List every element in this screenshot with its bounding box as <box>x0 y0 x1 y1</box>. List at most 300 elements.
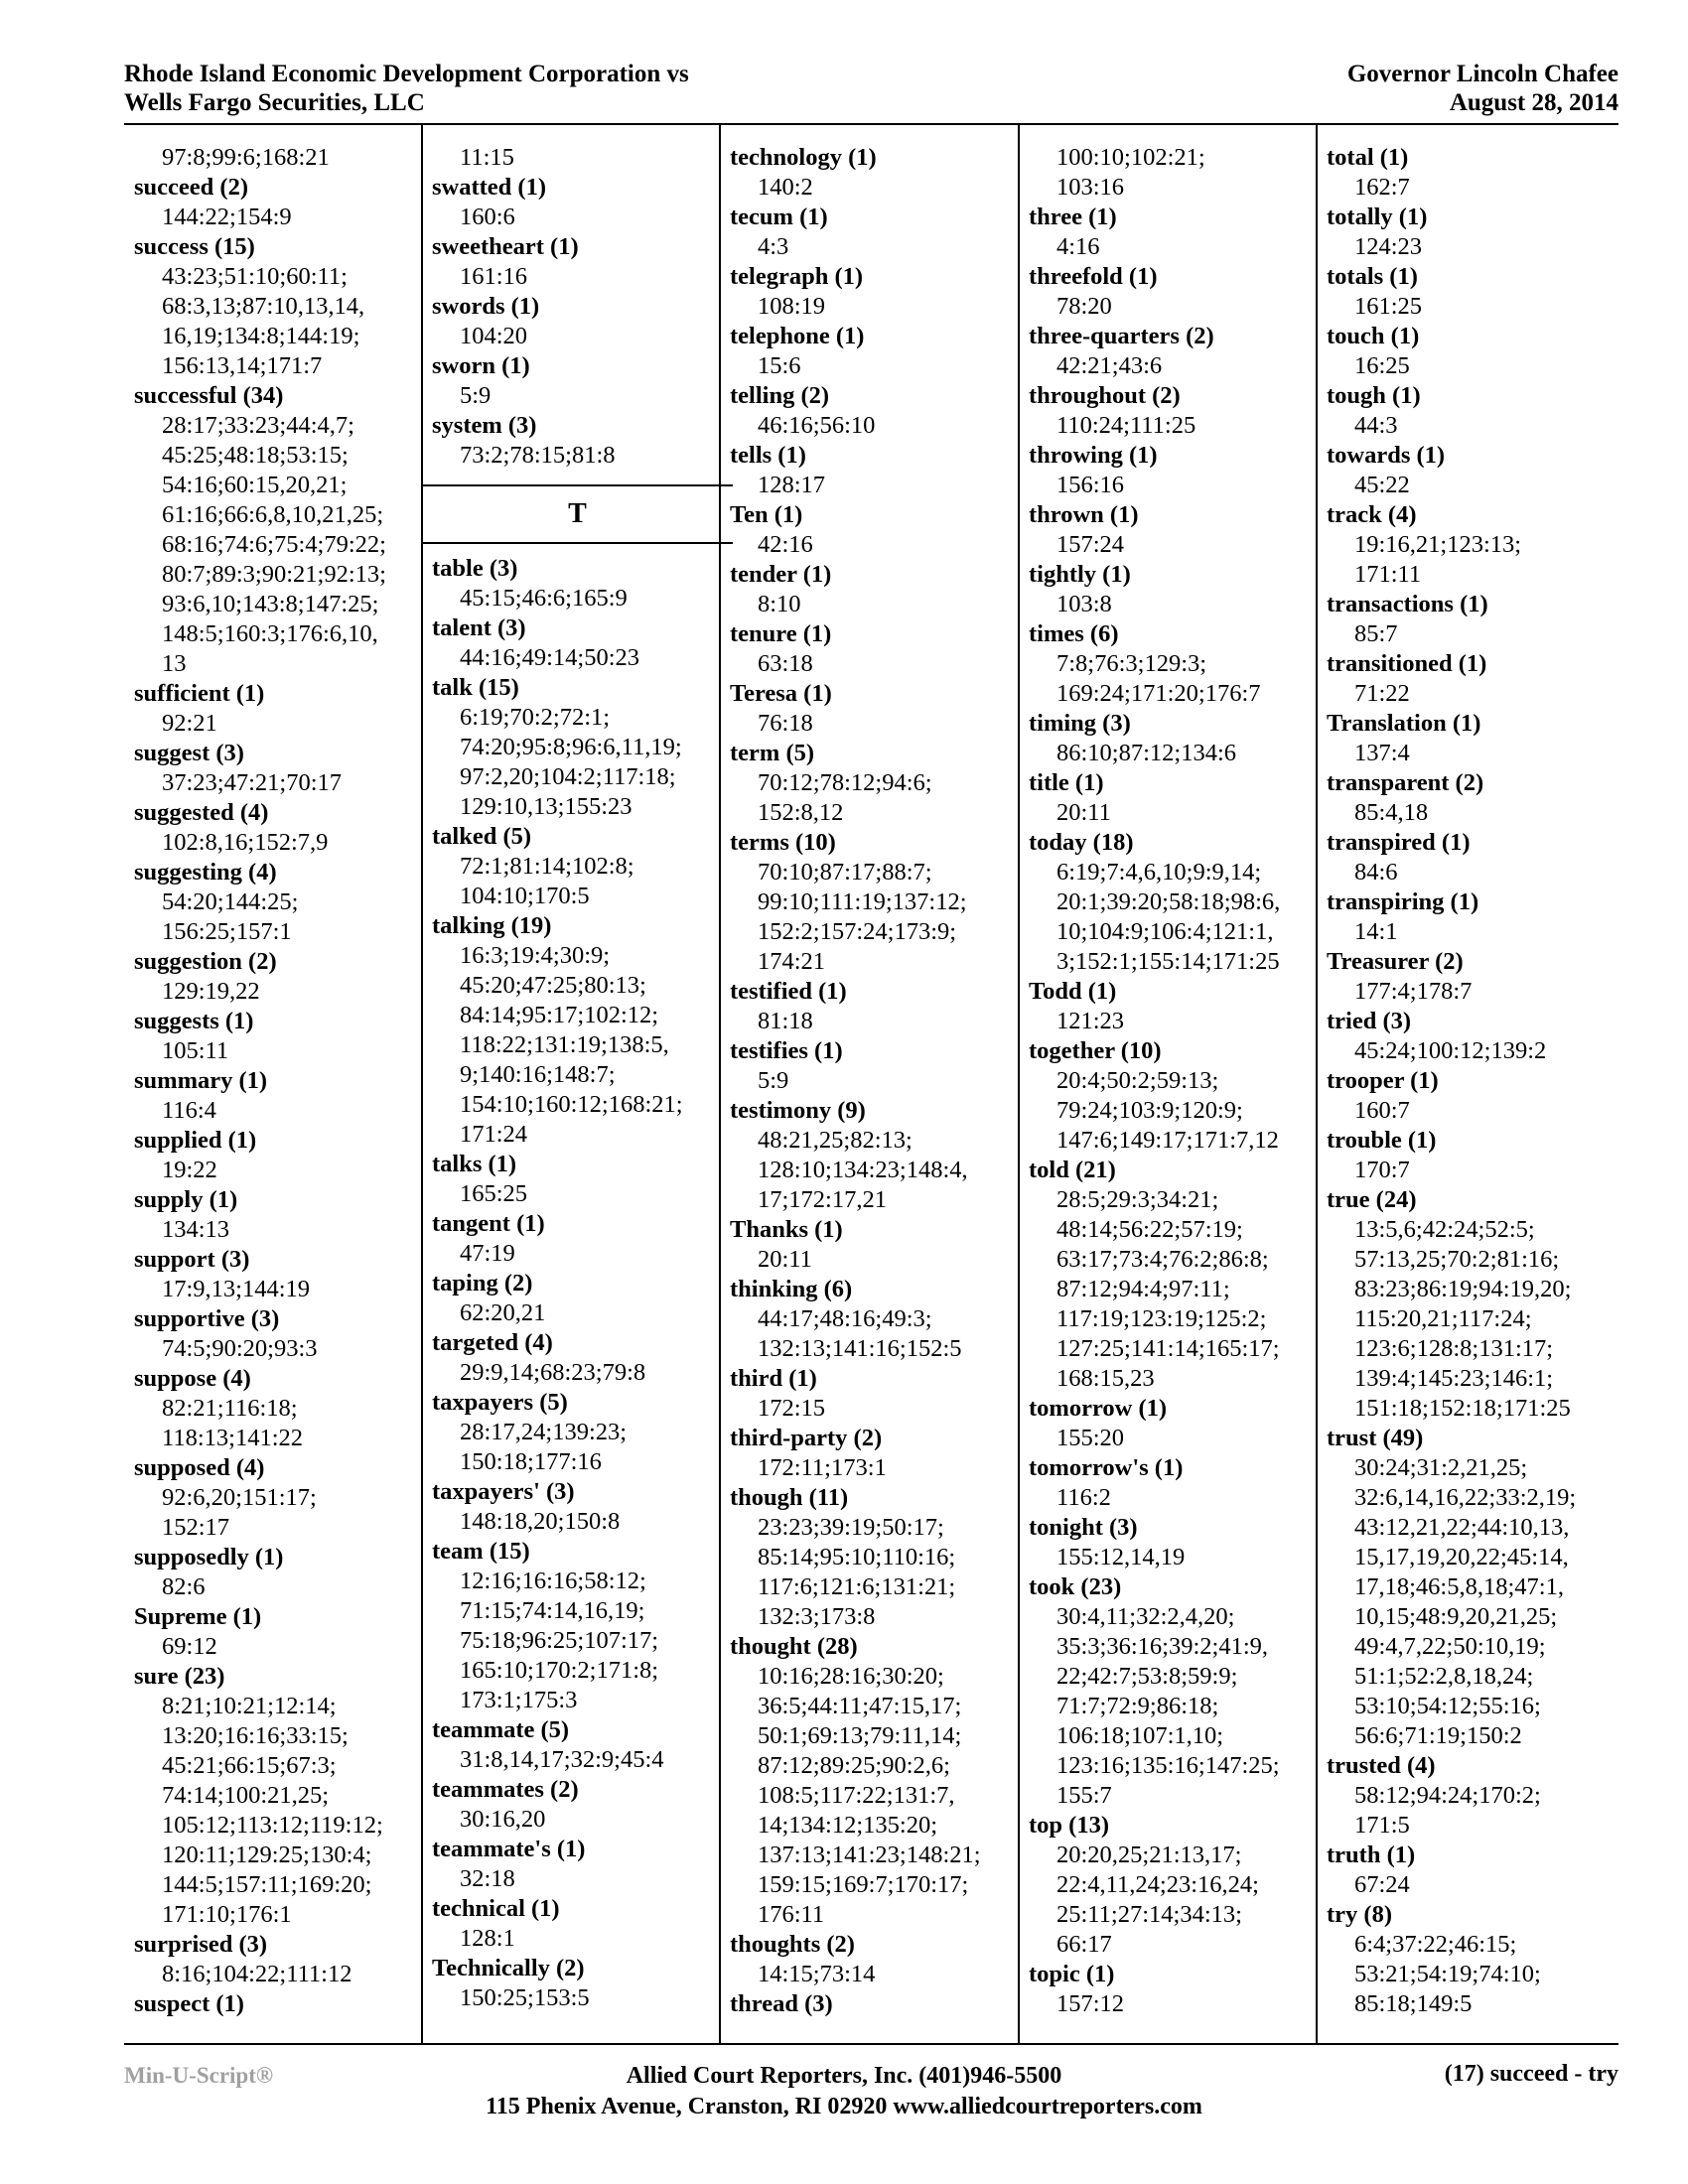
section-letter-heading: T <box>422 484 733 544</box>
page-line-references: 54:20;144:25; 156:25;157:1 <box>162 888 299 945</box>
header-rule <box>124 123 1618 125</box>
page-line-references: 162:7 <box>1354 174 1410 201</box>
index-term: Thanks (1) <box>730 1216 843 1243</box>
page-line-references: 104:20 <box>460 323 528 349</box>
index-term: taping (2) <box>432 1270 533 1297</box>
index-term: succeed (2) <box>134 174 248 201</box>
index-term: touch (1) <box>1327 323 1420 349</box>
index-entry <box>730 977 1013 1036</box>
index-term: summary (1) <box>134 1067 268 1094</box>
index-entry <box>1327 887 1615 947</box>
index-term: tenure (1) <box>730 620 832 647</box>
page-line-references: 85:4,18 <box>1354 799 1429 826</box>
page-line-references: 8:10 <box>758 591 801 617</box>
index-term: sufficient (1) <box>134 680 265 707</box>
page-line-references: 45:24;100:12;139:2 <box>1354 1037 1547 1064</box>
page-line-references: 170:7 <box>1354 1157 1410 1183</box>
index-entry <box>432 173 715 232</box>
page-line-references: 15:6 <box>758 352 801 379</box>
case-title-line2: Wells Fargo Securities, LLC <box>124 89 425 116</box>
continued-references: 100:10;102:21; 103:16 <box>1056 144 1205 201</box>
page-line-references: 71:22 <box>1354 680 1410 707</box>
index-entry <box>432 232 715 292</box>
page-line-references: 84:6 <box>1354 859 1398 886</box>
page-line-references: 70:12;78:12;94:6; 152:8,12 <box>758 769 932 826</box>
case-title <box>124 60 689 117</box>
index-entry <box>730 1930 1013 1989</box>
index-term: supposed (4) <box>134 1454 265 1481</box>
index-entry <box>1327 1185 1615 1424</box>
page-line-references: 85:7 <box>1354 620 1398 647</box>
page-line-references: 121:23 <box>1056 1008 1125 1034</box>
page-line-references: 7:8;76:3;129:3; 169:24;171:20;176:7 <box>1056 650 1261 707</box>
index-entry <box>432 554 715 614</box>
index-entry <box>134 1185 417 1245</box>
page-line-references: 28:17;33:23;44:4,7; 45:25;48:18;53:15; 54:16;60:15,20,21; 61:16;66:6,8,10,21,25; 68:16;74:6;75:4;79:22; 80:7;89:3;90:21;92:13; 93:6,10;143:8;147:25; 148:5;160:3;176:6,10, 13 <box>162 412 386 677</box>
index-entry <box>1029 1513 1312 1572</box>
index-term: technical (1) <box>432 1895 560 1922</box>
index-entry <box>134 232 417 381</box>
page-line-references: 8:16;104:22;111:12 <box>162 1961 352 1987</box>
page-line-references: 128:17 <box>758 472 826 498</box>
index-term: telling (2) <box>730 382 830 409</box>
case-title-line1: Rhode Island Economic Development Corporation vs <box>124 61 689 87</box>
page-line-references: 161:16 <box>460 263 528 290</box>
index-term: talent (3) <box>432 614 526 641</box>
index-column-5 <box>1327 143 1615 2019</box>
index-entry <box>134 858 417 947</box>
index-entry <box>1327 1126 1615 1185</box>
page-line-references: 161:25 <box>1354 293 1423 320</box>
index-column-3 <box>730 143 1013 2019</box>
page-line-references: 160:7 <box>1354 1097 1410 1124</box>
page-line-references: 4:3 <box>758 233 789 260</box>
index-term: transactions (1) <box>1327 591 1488 617</box>
index-entry <box>432 1388 715 1477</box>
index-term: tomorrow (1) <box>1029 1395 1168 1422</box>
index-entry <box>134 1602 417 1662</box>
index-entry <box>1029 262 1312 322</box>
index-term: suggested (4) <box>134 799 269 826</box>
page-line-references: 28:17,24;139:23; 150:18;177:16 <box>460 1419 628 1475</box>
index-entry <box>730 679 1013 739</box>
page-line-references: 102:8,16;152:7,9 <box>162 829 329 856</box>
page-line-references: 29:9,14;68:23;79:8 <box>460 1359 646 1386</box>
index-term: supply (1) <box>134 1186 238 1213</box>
index-column-1 <box>134 143 417 2019</box>
index-term: terms (10) <box>730 829 836 856</box>
index-term: totals (1) <box>1327 263 1418 290</box>
page-line-references: 8:21;10:21;12:14; 13:20;16:16;33:15; 45:21;66:15;67:3; 74:14;100:21,25; 105:12;113:12;119:12; 120:11;129:25;130:4; 144:5;157:11;169:20; 171:10;176:1 <box>162 1693 383 1928</box>
index-term: team (15) <box>432 1538 530 1565</box>
index-entry <box>432 1775 715 1835</box>
index-term: taxpayers (5) <box>432 1389 568 1416</box>
index-term: thread (3) <box>730 1990 833 2017</box>
index-entry <box>432 1715 715 1775</box>
index-term: talking (19) <box>432 912 552 939</box>
index-term: third (1) <box>730 1365 817 1392</box>
page-line-references: 47:19 <box>460 1240 515 1267</box>
deposition-date: August 28, 2014 <box>1449 89 1618 116</box>
index-term: suggesting (4) <box>134 859 277 886</box>
page-line-references: 128:1 <box>460 1925 515 1952</box>
index-term: three-quarters (2) <box>1029 323 1214 349</box>
index-entry <box>432 614 715 673</box>
index-entry <box>134 739 417 798</box>
index-term: teammates (2) <box>432 1776 579 1803</box>
index-term: towards (1) <box>1327 442 1446 469</box>
index-entry <box>730 560 1013 619</box>
page-line-references: 157:12 <box>1056 1990 1125 2017</box>
page-line-references: 155:20 <box>1056 1425 1125 1451</box>
page-line-references: 150:25;153:5 <box>460 1984 590 2011</box>
software-brand: Min-U-Script® <box>124 2063 274 2088</box>
index-term: thought (28) <box>730 1633 858 1660</box>
page-line-references: 78:20 <box>1056 293 1112 320</box>
index-entry <box>134 1989 417 2019</box>
index-term: times (6) <box>1029 620 1119 647</box>
index-term: support (3) <box>134 1246 250 1273</box>
page-line-references: 69:12 <box>162 1633 217 1660</box>
page-line-references: 30:24;31:2,21,25; 32:6,14,16,22;33:2,19; 43:12,21,22;44:10,13, 15,17,19,20,22;45:14, 17,18;46:5,8,18;47:1, 10,15;48:9,20,21,25; 49:4,7,22;50:10,19; 51:1;52:2,8,18,24; 53:10;54:12;55:16; 56:6;71:19;150:2 <box>1354 1454 1577 1749</box>
page-line-references: 17:9,13;144:19 <box>162 1276 311 1302</box>
index-term: today (18) <box>1029 829 1134 856</box>
deponent-name: Governor Lincoln Chafee <box>1346 61 1618 87</box>
index-term: Treasurer (2) <box>1327 948 1464 975</box>
index-column-2 <box>432 143 715 2013</box>
index-column-4 <box>1029 143 1312 2019</box>
page-line-references: 16:3;19:4;30:9; 45:20;47:25;80:13; 84:14;95:17;102:12; 118:22;131:19;138:5, 9;140:16;148:7; 154:10;160:12;168:21; 171:24 <box>460 942 683 1148</box>
index-entry <box>730 1483 1013 1632</box>
index-term: technology (1) <box>730 144 877 171</box>
index-entry <box>134 1245 417 1304</box>
index-entry <box>134 1453 417 1543</box>
index-term: taxpayers' (3) <box>432 1478 575 1505</box>
index-entry <box>730 1215 1013 1275</box>
index-term: took (23) <box>1029 1573 1122 1600</box>
page-line-references: 116:4 <box>162 1097 216 1124</box>
index-entry <box>432 351 715 411</box>
index-term: trouble (1) <box>1327 1127 1437 1154</box>
page-line-references: 124:23 <box>1354 233 1423 260</box>
index-term: total (1) <box>1327 144 1409 171</box>
page-line-references: 20:20,25;21:13,17; 22:4,11,24;23:16,24; 25:11;27:14;34:13; 66:17 <box>1056 1842 1259 1958</box>
index-entry <box>730 441 1013 500</box>
index-entry <box>1327 381 1615 441</box>
index-term: sure (23) <box>134 1663 225 1690</box>
index-term: Teresa (1) <box>730 680 832 707</box>
index-term: teammate (5) <box>432 1716 570 1743</box>
index-entry <box>134 1543 417 1602</box>
index-term: though (11) <box>730 1484 849 1511</box>
index-term: tells (1) <box>730 442 806 469</box>
index-term: targeted (4) <box>432 1329 553 1356</box>
page-line-references: 74:5;90:20;93:3 <box>162 1335 318 1362</box>
index-term: talk (15) <box>432 674 519 701</box>
column-divider <box>421 123 423 2043</box>
index-entry <box>134 1930 417 1989</box>
page-line-references: 23:23;39:19;50:17; 85:14;95:10;110:16; 117:6;121:6;131:21; 132:3;173:8 <box>758 1514 956 1630</box>
page-line-references: 45:22 <box>1354 472 1410 498</box>
index-entry <box>134 1066 417 1126</box>
index-term: success (15) <box>134 233 255 260</box>
index-entry <box>730 1096 1013 1215</box>
index-entry <box>730 1364 1013 1424</box>
index-term: Todd (1) <box>1029 978 1117 1005</box>
index-term: successful (34) <box>134 382 284 409</box>
reporter-address: 115 Phenix Avenue, Cranston, RI 02920 www.alliedcourtreporters.com <box>486 2094 1202 2119</box>
index-entry <box>134 1126 417 1185</box>
index-entry <box>1327 322 1615 381</box>
page-line-references: 10:16;28:16;30:20; 36:5;44:11;47:15,17; 50:1;69:13;79:11,14; 87:12;89:25;90:2,6; 108:5;117:22;131:7, 14;134:12;135:20; 137:13;141:23;148:21; 159:15;169:7;170:17; 176:11 <box>758 1663 981 1928</box>
page-line-references: 70:10;87:17;88:7; 99:10;111:19;137:12; 152:2;157:24;173:9; 174:21 <box>758 859 967 975</box>
continued-references: 97:8;99:6;168:21 <box>162 144 330 171</box>
index-term: Supreme (1) <box>134 1603 262 1630</box>
index-entry <box>1327 500 1615 590</box>
page-line-references: 140:2 <box>758 174 813 201</box>
index-term: transparent (2) <box>1327 769 1484 796</box>
page-label: (17) succeed - try <box>1444 2061 1618 2087</box>
index-entry <box>730 739 1013 828</box>
index-term: system (3) <box>432 412 537 439</box>
index-entry <box>1029 441 1312 500</box>
page-line-references: 156:16 <box>1056 472 1125 498</box>
index-term: throughout (2) <box>1029 382 1181 409</box>
page-line-references: 67:24 <box>1354 1871 1410 1898</box>
index-entry <box>730 381 1013 441</box>
index-entry <box>1029 619 1312 709</box>
page-line-references: 20:11 <box>1056 799 1111 826</box>
index-entry <box>134 1662 417 1930</box>
index-entry <box>134 947 417 1007</box>
index-term: thoughts (2) <box>730 1931 855 1958</box>
index-entry <box>1029 203 1312 262</box>
page-line-references: 30:4,11;32:2,4,20; 35:3;36:16;39:2;41:9, 22;42:7;53:8;59:9; 71:7;72:9;86:18; 106:18;107:1,10; 123:16;135:16;147:25; 155:7 <box>1056 1603 1280 1809</box>
index-entry <box>432 1477 715 1537</box>
page-line-references: 92:21 <box>162 710 217 737</box>
page-line-references: 5:9 <box>758 1067 789 1094</box>
index-term: supposedly (1) <box>134 1544 284 1570</box>
index-term: three (1) <box>1029 204 1117 230</box>
index-entry <box>432 822 715 911</box>
page-line-references: 63:18 <box>758 650 813 677</box>
index-entry <box>1327 262 1615 322</box>
index-entry <box>432 673 715 822</box>
index-term: told (21) <box>1029 1157 1116 1183</box>
index-term: third-party (2) <box>730 1425 883 1451</box>
page-line-references: 157:24 <box>1056 531 1125 558</box>
index-term: swords (1) <box>432 293 540 320</box>
index-term: testifies (1) <box>730 1037 843 1064</box>
index-entry <box>1327 709 1615 768</box>
index-entry <box>730 1036 1013 1096</box>
index-entry <box>134 679 417 739</box>
index-entry <box>1327 1900 1615 2019</box>
index-term: timing (3) <box>1029 710 1131 737</box>
index-term: testimony (9) <box>730 1097 866 1124</box>
index-term: surprised (3) <box>134 1931 268 1958</box>
page-line-references: 37:23;47:21;70:17 <box>162 769 343 796</box>
index-term: suggests (1) <box>134 1008 254 1034</box>
index-entry <box>730 619 1013 679</box>
index-entry <box>1029 1453 1312 1513</box>
page-line-references: 32:18 <box>460 1865 515 1892</box>
page-line-references: 6:19;70:2;72:1; 74:20;95:8;96:6,11,19; 97:2,20;104:2;117:18; 129:10,13;155:23 <box>460 704 682 820</box>
page-line-references: 4:16 <box>1056 233 1100 260</box>
index-term: term (5) <box>730 740 815 766</box>
index-term: track (4) <box>1327 501 1417 528</box>
index-entry <box>1029 560 1312 619</box>
index-entry <box>730 500 1013 560</box>
page-line-references: 82:21;116:18; 118:13;141:22 <box>162 1395 304 1451</box>
index-entry <box>432 1328 715 1388</box>
index-entry <box>730 828 1013 977</box>
page-line-references: 43:23;51:10;60:11; 68:3,13;87:10,13,14, 16,19;134:8;144:19; 156:13,14;171:7 <box>162 263 365 379</box>
page-line-references: 31:8,14,17;32:9;45:4 <box>460 1746 664 1773</box>
page-line-references: 14:1 <box>1354 918 1398 945</box>
index-entry <box>1327 1841 1615 1900</box>
index-term: true (24) <box>1327 1186 1417 1213</box>
page-line-references: 6:19;7:4,6,10;9:9,14; 20:1;39:20;58:18;98:6, 10;104:9;106:4;121:1, 3;152:1;155:14;171:25 <box>1056 859 1281 975</box>
index-entry <box>1029 1960 1312 2019</box>
page-line-references: 44:17;48:16;49:3; 132:13;141:16;152:5 <box>758 1305 962 1362</box>
index-entry <box>1327 1424 1615 1751</box>
page-line-references: 148:18,20;150:8 <box>460 1508 621 1535</box>
index-term: table (3) <box>432 555 518 582</box>
index-term: sweetheart (1) <box>432 233 579 260</box>
page-line-references: 20:11 <box>758 1246 812 1273</box>
index-entry <box>432 1209 715 1269</box>
page-line-references: 72:1;81:14;102:8; 104:10;170:5 <box>460 853 634 909</box>
page-line-references: 108:19 <box>758 293 826 320</box>
page-line-references: 42:16 <box>758 531 813 558</box>
reporter-name-phone: Allied Court Reporters, Inc. (401)946-5500 <box>626 2063 1062 2089</box>
page-line-references: 110:24;111:25 <box>1056 412 1196 439</box>
index-term: trooper (1) <box>1327 1067 1439 1094</box>
page-line-references: 129:19,22 <box>162 978 260 1005</box>
column-divider <box>1018 123 1020 2043</box>
index-term: suggestion (2) <box>134 948 277 975</box>
page-line-references: 160:6 <box>460 204 515 230</box>
index-entry <box>134 381 417 679</box>
index-entry <box>1327 947 1615 1007</box>
page-line-references: 82:6 <box>162 1573 206 1600</box>
index-term: telegraph (1) <box>730 263 864 290</box>
page-line-references: 134:13 <box>162 1216 230 1243</box>
index-entry <box>1327 143 1615 203</box>
index-entry <box>432 911 715 1150</box>
index-term: testified (1) <box>730 978 847 1005</box>
index-entry <box>432 411 715 471</box>
index-term: Translation (1) <box>1327 710 1481 737</box>
index-entry <box>134 798 417 858</box>
index-term: telephone (1) <box>730 323 865 349</box>
page-line-references: 30:16,20 <box>460 1806 546 1833</box>
index-entry <box>730 1989 1013 2019</box>
page-line-references: 116:2 <box>1056 1484 1111 1511</box>
index-entry <box>1327 1066 1615 1126</box>
index-entry <box>432 1537 715 1715</box>
index-term: trusted (4) <box>1327 1752 1436 1779</box>
index-term: together (10) <box>1029 1037 1162 1064</box>
page-line-references: 58:12;94:24;170:2; 171:5 <box>1354 1782 1541 1839</box>
page-line-references: 19:22 <box>162 1157 217 1183</box>
index-term: talks (1) <box>432 1151 517 1177</box>
index-entry <box>1327 828 1615 887</box>
page-line-references: 73:2;78:15;81:8 <box>460 442 616 469</box>
index-term: tonight (3) <box>1029 1514 1138 1541</box>
page-line-references: 5:9 <box>460 382 492 409</box>
index-entry <box>432 1954 715 2013</box>
index-term: transpiring (1) <box>1327 888 1479 915</box>
page-line-references: 105:11 <box>162 1037 229 1064</box>
index-term: topic (1) <box>1029 1961 1115 1987</box>
index-term: tecum (1) <box>730 204 828 230</box>
page-line-references: 165:25 <box>460 1180 528 1207</box>
index-entry <box>730 1275 1013 1364</box>
footer-rule <box>124 2043 1618 2045</box>
index-entry <box>730 262 1013 322</box>
index-entry <box>1029 709 1312 768</box>
index-entry <box>134 1364 417 1453</box>
page-line-references: 14:15;73:14 <box>758 1961 876 1987</box>
page-line-references: 144:22;154:9 <box>162 204 292 230</box>
index-term: tomorrow's (1) <box>1029 1454 1184 1481</box>
index-entry <box>432 1269 715 1328</box>
page-line-references: 16:25 <box>1354 352 1410 379</box>
page-line-references: 13:5,6;42:24;52:5; 57:13,25;70:2;81:16; 83:23;86:19;94:19,20; 115:20,21;117:24; 123:6;128:8;131:17; 139:4;145:23;146:1; 151:18;152:18;171:25 <box>1354 1216 1572 1422</box>
page-line-references: 103:8 <box>1056 591 1112 617</box>
index-term: Ten (1) <box>730 501 803 528</box>
index-entry <box>1029 1394 1312 1453</box>
page-line-references: 44:3 <box>1354 412 1398 439</box>
index-entry <box>1327 441 1615 500</box>
page-line-references: 48:21,25;82:13; 128:10;134:23;148:4, 17;172:17,21 <box>758 1127 968 1213</box>
index-entry <box>1327 1007 1615 1066</box>
index-entry <box>1029 1572 1312 1811</box>
index-term: top (13) <box>1029 1812 1109 1839</box>
page-line-references: 6:4;37:22;46:15; 53:21;54:19;74:10; 85:18;149:5 <box>1354 1931 1541 2017</box>
index-entry <box>1029 1036 1312 1156</box>
index-entry <box>1327 590 1615 649</box>
index-entry <box>1029 1811 1312 1960</box>
page-line-references: 42:21;43:6 <box>1056 352 1163 379</box>
index-term: sworn (1) <box>432 352 530 379</box>
index-term: thrown (1) <box>1029 501 1139 528</box>
index-entry <box>432 1150 715 1209</box>
index-term: title (1) <box>1029 769 1104 796</box>
page-line-references: 81:18 <box>758 1008 813 1034</box>
index-term: throwing (1) <box>1029 442 1158 469</box>
index-term: trust (49) <box>1327 1425 1424 1451</box>
index-term: swatted (1) <box>432 174 546 201</box>
index-entry <box>432 1835 715 1894</box>
index-term: truth (1) <box>1327 1842 1416 1868</box>
index-entry <box>1029 500 1312 560</box>
index-term: suggest (3) <box>134 740 244 766</box>
index-term: totally (1) <box>1327 204 1428 230</box>
index-entry <box>432 1894 715 1954</box>
index-term: suspect (1) <box>134 1990 244 2017</box>
index-entry <box>134 1304 417 1364</box>
page-line-references: 137:4 <box>1354 740 1410 766</box>
index-term: tender (1) <box>730 561 832 588</box>
page-line-references: 155:12,14,19 <box>1056 1544 1186 1570</box>
index-term: suppose (4) <box>134 1365 251 1392</box>
page-line-references: 86:10;87:12;134:6 <box>1056 740 1237 766</box>
index-entry <box>1327 649 1615 709</box>
index-entry <box>134 1007 417 1066</box>
